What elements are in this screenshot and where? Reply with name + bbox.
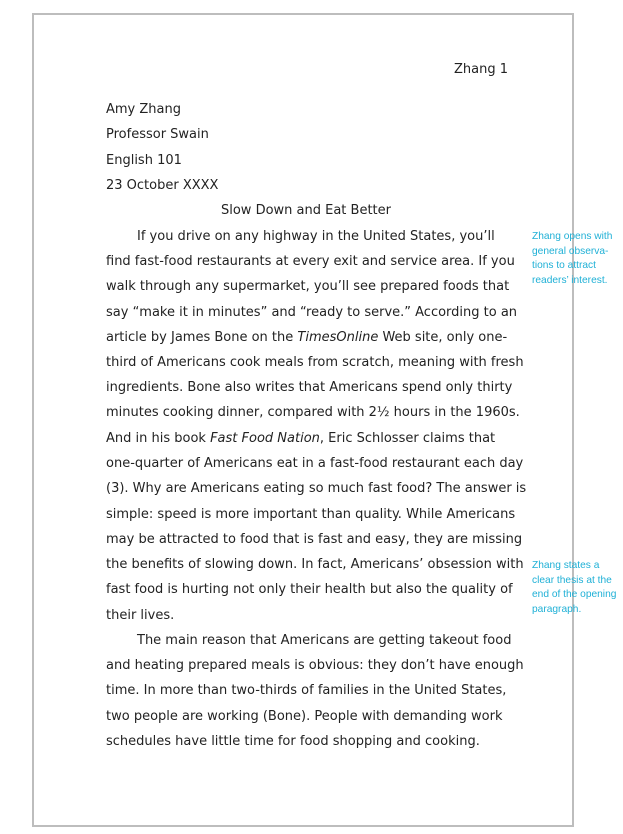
body-line: find fast-food restaurants at every exit and service area. If you xyxy=(106,254,515,269)
body-line: (3). Why are Americans eating so much fast food? The answer is xyxy=(106,481,527,496)
student-name: Amy Zhang xyxy=(106,102,181,117)
body-line: ingredients. Bone also writes that Americans spend only thirty xyxy=(106,380,513,395)
annotation-line: paragraph. xyxy=(532,603,582,615)
body-line: one-quarter of Americans eat in a fast-food restaurant each day xyxy=(106,456,524,471)
body-text: Web site, only one- xyxy=(378,330,508,345)
body-line: walk through any supermarket, you’ll see prepared foods that xyxy=(106,279,510,294)
annotation-line: Zhang states a xyxy=(532,560,600,571)
body-line: two people are working (Bone). People with demanding work xyxy=(106,709,503,724)
body-line xyxy=(106,426,495,451)
body-line: and heating prepared meals is obvious: they don’t have enough xyxy=(106,658,524,673)
body-line: say “make it in minutes” and “ready to serve.” According to an xyxy=(106,305,518,320)
source-title: TimesOnline xyxy=(297,330,379,345)
body-line: third of Americans cook meals from scratch, meaning with fresh xyxy=(106,355,524,370)
annotation-line: clear thesis at the xyxy=(532,574,612,586)
student-heading xyxy=(106,97,218,198)
professor-name: Professor Swain xyxy=(106,127,209,143)
body-line: time. In more than two-thirds of families in the United States, xyxy=(106,683,507,698)
annotation-line: Zhang opens with xyxy=(532,231,613,242)
paper-date: 23 October XXXX xyxy=(106,177,219,193)
annotation-line: general observa- xyxy=(532,245,609,257)
annotation-line: end of the opening xyxy=(532,589,617,600)
body-text: And in his book xyxy=(106,431,211,446)
body-line: fast food is hurting not only their health but also the quality of xyxy=(106,582,513,597)
annotation-line: readers’ interest. xyxy=(532,274,608,286)
body-text: , Eric Schlosser claims that xyxy=(319,431,496,446)
body-line: The main reason that Americans are getting takeout food xyxy=(137,633,512,648)
body-line: minutes cooking dinner, compared with 2½ hours in the 1960s. xyxy=(106,405,520,420)
body-line: schedules have little time for food shopping and cooking. xyxy=(106,734,480,749)
annotation-opening xyxy=(532,230,622,288)
annotation-thesis xyxy=(532,559,622,617)
body-line: simple: speed is more important than quality. While Americans xyxy=(106,507,516,522)
body-text: article by James Bone on the xyxy=(106,330,298,345)
body-line: their lives. xyxy=(106,608,175,623)
body-line: the benefits of slowing down. In fact, Americans’ obsession with xyxy=(106,557,524,572)
paper-title: Slow Down and Eat Better xyxy=(220,203,391,218)
book-title: Fast Food Nation xyxy=(210,431,320,446)
annotation-line: tions to attract xyxy=(532,260,596,271)
running-head: Zhang 1 xyxy=(454,62,509,77)
course-name: English 101 xyxy=(106,152,182,168)
body-line: may be attracted to food that is fast and easy, they are missing xyxy=(106,532,523,547)
body-line: If you drive on any highway in the United States, you’ll xyxy=(137,229,495,244)
body-line xyxy=(106,325,507,350)
